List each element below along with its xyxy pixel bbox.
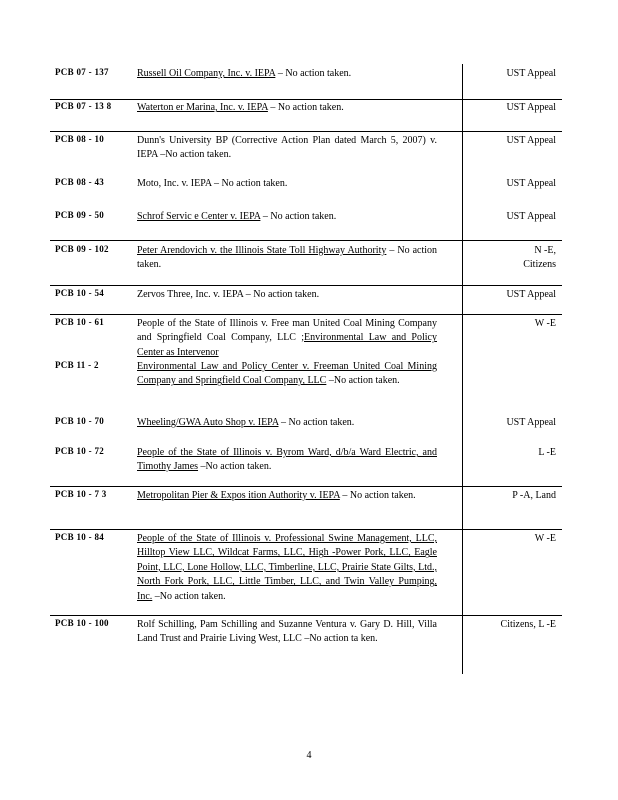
case-type: UST Appeal <box>506 135 556 146</box>
case-type: Citizens, L -E <box>500 619 556 630</box>
case-type: W -E <box>534 533 556 544</box>
case-number: PCB 10 - 54 <box>55 288 105 298</box>
case-number: PCB 10 - 72 <box>55 446 105 456</box>
case-title: People of the State of Illinois v. Byrom Ward, d/b/a Ward Electric, and Timothy James –No action taken. <box>137 447 437 473</box>
case-type: UST Appeal <box>506 102 556 113</box>
case-title: Dunn's University BP (Corrective Action Plan dated March 5, 2007) v. IEPA –No action taken. <box>137 135 437 161</box>
case-type: UST Appeal <box>506 178 556 189</box>
case-number: PCB 09 - 50 <box>55 210 105 220</box>
case-number: PCB 07 - 137 <box>55 67 109 77</box>
case-type: N -E, Citizens <box>523 245 556 271</box>
row-divider <box>50 99 562 100</box>
case-type: UST Appeal <box>506 417 556 428</box>
case-title: Rolf Schilling, Pam Schilling and Suzanne Ventura v. Gary D. Hill, Villa Land Trust and Prairie Living West, LLC –No action ta ken. <box>137 619 437 645</box>
case-title: Environmental Law and Policy Center v. Freeman United Coal Mining Company and Springfield Coal Company, LLC –No action taken. <box>137 361 437 387</box>
case-number: PCB 10 - 61 <box>55 317 105 327</box>
column-divider <box>462 64 463 674</box>
case-type: W -E <box>534 318 556 329</box>
case-title: Russell Oil Company, Inc. v. IEPA – No action taken. <box>137 68 352 79</box>
row-divider <box>50 486 562 487</box>
case-title: Wheeling/GWA Auto Shop v. IEPA – No action taken. <box>137 417 355 428</box>
row-divider <box>50 240 562 241</box>
case-title: People of the State of Illinois v. Professional Swine Management, LLC, Hilltop View LLC, Wildcat Farms, LLC, High -Power Pork, LLC, Eagle Point, LLC, Lone Hollow, LLC, Timberline, LLC, Prairie State Gilts, Ltd., North Fork Pork, LLC, Little Timber, LLC, and Twin Valley Pumping, Inc. –No action taken. <box>137 533 437 602</box>
page-number: 4 <box>306 750 312 761</box>
row-divider <box>50 529 562 530</box>
row-divider <box>50 615 562 616</box>
case-title: Schrof Servic e Center v. IEPA – No action taken. <box>137 211 337 222</box>
case-title: Moto, Inc. v. IEPA – No action taken. <box>137 178 288 189</box>
row-divider <box>50 314 562 315</box>
row-divider <box>50 131 562 132</box>
case-number: PCB 07 - 13 8 <box>55 101 112 111</box>
case-number: PCB 10 - 84 <box>55 532 105 542</box>
case-number: PCB 10 - 7 3 <box>55 489 107 499</box>
case-number: PCB 08 - 43 <box>55 177 105 187</box>
case-type: L -E <box>538 447 556 458</box>
case-type: UST Appeal <box>506 211 556 222</box>
case-number: PCB 11 - 2 <box>55 360 99 370</box>
case-title: Metropolitan Pier & Expos ition Authority v. IEPA – No action taken. <box>137 490 416 501</box>
case-type: P -A, Land <box>512 490 556 501</box>
case-type: UST Appeal <box>506 68 556 79</box>
case-title: Peter Arendovich v. the Illinois State Toll Highway Authority – No action taken. <box>137 245 438 271</box>
case-title: People of the State of Illinois v. Free man United Coal Mining Company and Springfield Coal Company, LLC ;Environmental Law and Policy Center as Intervenor <box>137 318 437 358</box>
case-number: PCB 10 - 100 <box>55 618 109 628</box>
case-type: UST Appeal <box>506 289 556 300</box>
case-number: PCB 09 - 102 <box>55 244 109 254</box>
case-title: Zervos Three, Inc. v. IEPA – No action taken. <box>137 289 320 300</box>
row-divider <box>50 285 562 286</box>
case-number: PCB 10 - 70 <box>55 416 105 426</box>
case-title: Waterton er Marina, Inc. v. IEPA – No action taken. <box>137 102 344 113</box>
case-number: PCB 08 - 10 <box>55 134 105 144</box>
